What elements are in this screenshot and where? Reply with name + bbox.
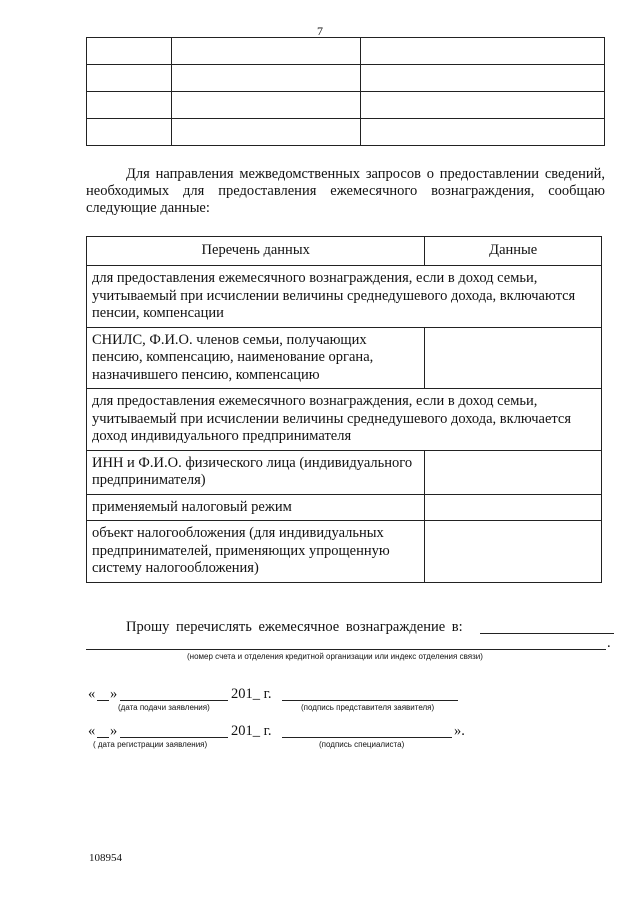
table-cell[interactable] [171, 119, 361, 146]
registration-year: 201_ г. [231, 723, 272, 739]
payment-caption: (номер счета и отделения кредитной организации или индекс отделения связи) [187, 652, 483, 661]
table-row [87, 327, 602, 389]
table-header-row [87, 237, 602, 266]
table-cell[interactable] [87, 92, 172, 119]
table-cell[interactable] [171, 92, 361, 119]
registration-month-field[interactable] [120, 725, 228, 738]
field-value-snils[interactable] [425, 327, 602, 389]
page-number: 7 [317, 24, 323, 38]
registration-end: ». [454, 723, 465, 739]
table-cell[interactable] [87, 65, 172, 92]
field-label-snils: СНИЛС, Ф.И.О. членов семьи, получающих пенсию, компенсацию, наименование органа, назначившего пенсию, компенсацию [87, 327, 425, 389]
section-entrepreneur: для предоставления ежемесячного вознаграждения, если в доход семьи, учитываемый при исчислении величины среднедушевого дохода, включается доход индивидуального предпринимателя [87, 389, 602, 451]
applicant-signature-field[interactable] [282, 688, 458, 701]
application-day-field[interactable] [97, 688, 109, 701]
table-row [87, 119, 605, 146]
payment-period: . [607, 635, 611, 651]
table-row [87, 65, 605, 92]
application-date-caption: (дата подачи заявления) [118, 703, 210, 712]
table-cell[interactable] [361, 119, 605, 146]
table-row [87, 92, 605, 119]
table-row [87, 38, 605, 65]
field-label-inn: ИНН и Ф.И.О. физического лица (индивидуального предпринимателя) [87, 450, 425, 494]
document-number: 108954 [89, 852, 122, 864]
payment-account-field[interactable] [480, 620, 614, 634]
field-value-tax-regime[interactable] [425, 494, 602, 521]
registration-date-caption: ( дата регистрации заявления) [93, 740, 208, 749]
table-cell[interactable] [171, 38, 361, 65]
table-row [87, 389, 602, 451]
table-cell[interactable] [361, 65, 605, 92]
application-quote-close: » [110, 686, 118, 702]
table-cell[interactable] [171, 65, 361, 92]
blank-table [86, 37, 605, 146]
table-cell[interactable] [87, 119, 172, 146]
registration-quote-close: » [110, 723, 118, 739]
field-label-tax-object: объект налогообложения (для индивидуальных предпринимателей, применяющих упрощенную систему налогообложения) [87, 521, 425, 583]
table-cell[interactable] [361, 92, 605, 119]
registration-day-field[interactable] [97, 725, 109, 738]
header-data-values: Данные [425, 237, 602, 266]
table-cell[interactable] [361, 38, 605, 65]
table-cell[interactable] [87, 38, 172, 65]
table-row [87, 450, 602, 494]
payment-request-text: Прошу перечислять ежемесячное вознаграждение в: [126, 619, 463, 635]
intro-text: Для направления межведомственных запросов о предоставлении сведений, необходимых для предоставления ежемесячного вознаграждения, сообщаю следующие данные: [86, 166, 605, 216]
field-value-tax-object[interactable] [425, 521, 602, 583]
application-signature-caption: (подпись представителя заявителя) [301, 703, 435, 712]
application-year: 201_ г. [231, 686, 272, 702]
field-label-tax-regime: применяемый налоговый режим [87, 494, 425, 521]
registration-quote-open: « [88, 723, 96, 739]
data-table [86, 236, 602, 583]
application-quote-open: « [88, 686, 96, 702]
registration-signature-caption: (подпись специалиста) [319, 740, 405, 749]
table-row [87, 494, 602, 521]
specialist-signature-field[interactable] [282, 725, 452, 738]
section-pensions: для предоставления ежемесячного вознаграждения, если в доход семьи, учитываемый при исчислении величины среднедушевого дохода, включаются пенсии, компенсации [87, 266, 602, 328]
field-value-inn[interactable] [425, 450, 602, 494]
table-row [87, 521, 602, 583]
payment-account-field-line2[interactable] [86, 636, 606, 650]
table-row [87, 266, 602, 328]
application-month-field[interactable] [120, 688, 228, 701]
header-data-list: Перечень данных [87, 237, 425, 266]
intro-paragraph [86, 166, 605, 217]
